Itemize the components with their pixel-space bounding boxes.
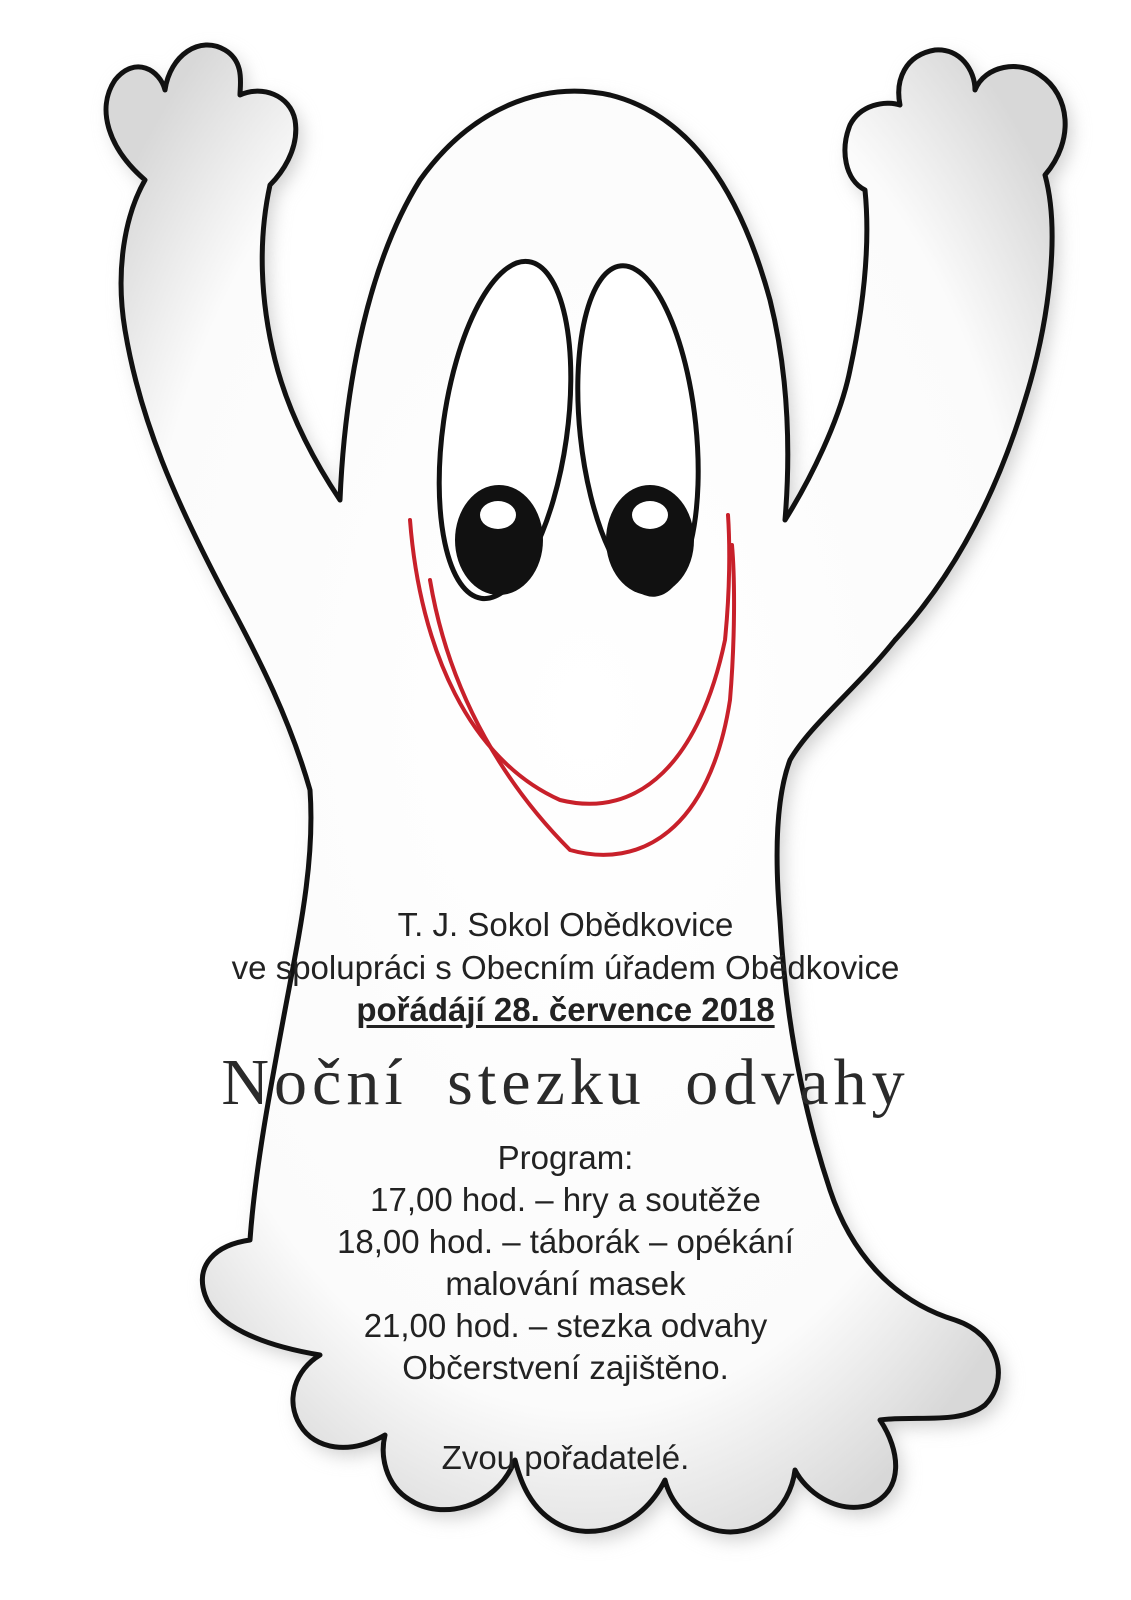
program-heading: Program: <box>497 1139 634 1176</box>
cooperation-line: ve spolupráci s Obecním úřadem Obědkovice <box>231 949 900 986</box>
organizer-line: T. J. Sokol Obědkovice <box>397 906 734 943</box>
program-item: malování masek <box>445 1265 686 1302</box>
program-item: 17,00 hod. – hry a soutěže <box>370 1181 761 1218</box>
event-date-line: pořádájí 28. července 2018 <box>356 991 775 1028</box>
program-item: 18,00 hod. – táborák – opékání <box>337 1223 794 1260</box>
program-item: 21,00 hod. – stezka odvahy <box>363 1307 768 1344</box>
event-title: Noční stezku odvahy <box>221 1046 910 1119</box>
refreshments-note: Občerstvení zajištěno. <box>402 1349 729 1386</box>
invitation-line: Zvou pořadatelé. <box>441 1439 690 1476</box>
